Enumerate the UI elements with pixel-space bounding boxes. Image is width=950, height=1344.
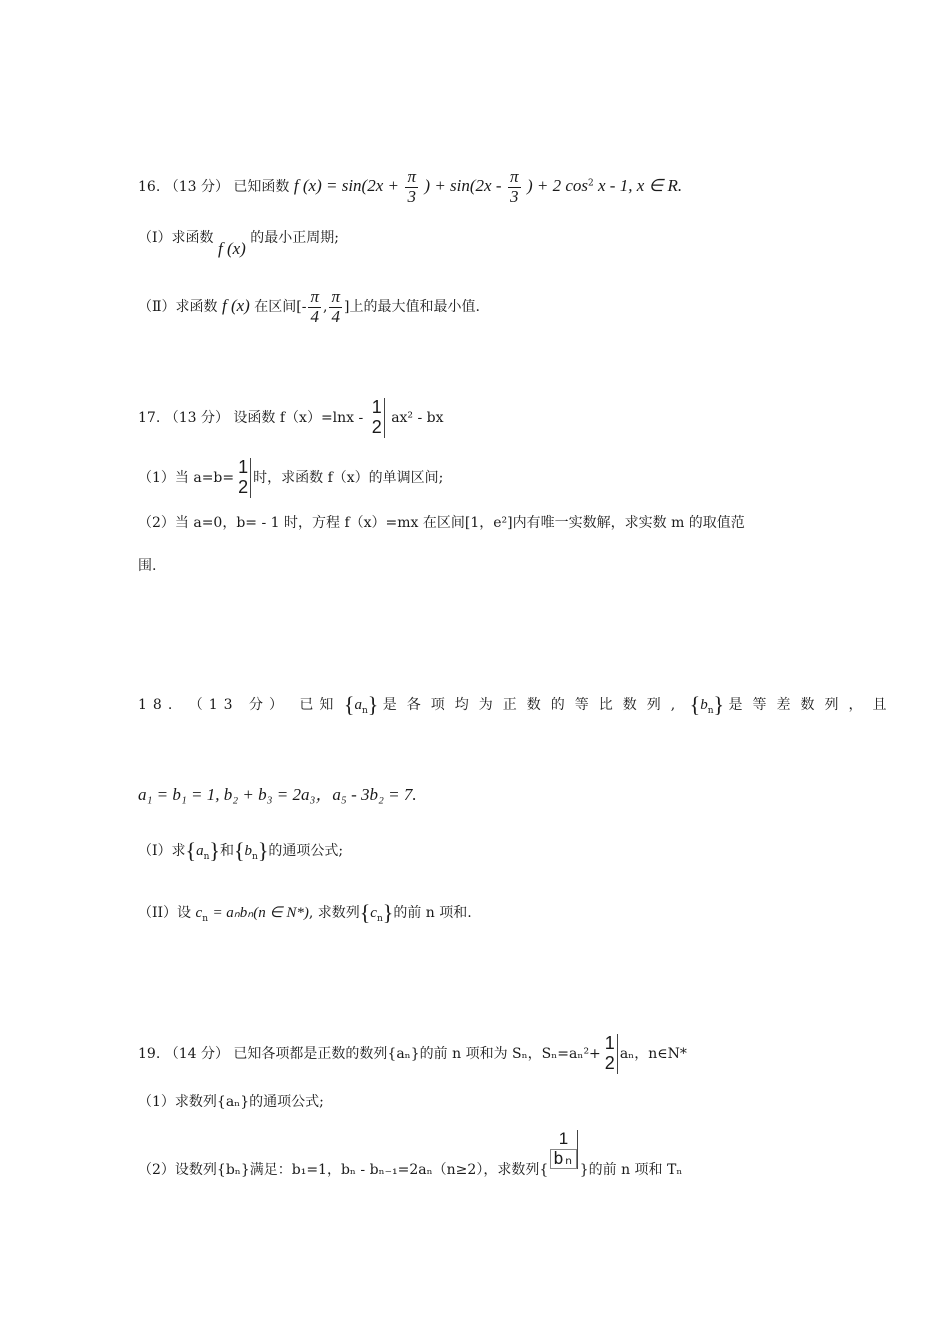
q19-line <box>138 1034 687 1074</box>
q18-p2-cn-open-brace: { <box>359 900 371 925</box>
q18-part1 <box>138 840 343 862</box>
q18-p1-b: 和 <box>219 843 234 859</box>
q16-formula-a: f (x) = sin(2x + <box>293 176 399 196</box>
q18-mid: 是各项均为正数的等比数列, <box>382 697 686 713</box>
q18-p2-cn-sub: n <box>202 913 208 924</box>
q17-line <box>138 398 444 438</box>
q18-head: 18. （13 分） 已知 <box>138 697 340 713</box>
q17-p1-b: 时，求函数 f（x）的单调区间; <box>253 469 444 486</box>
q16-frac-pi-3b: $\frac{\pi}{3}$ <box>509 167 519 206</box>
q17-head: 17. （13 分） 设函数 f（x）=lnx - <box>138 409 364 426</box>
q18-p2-a: （II）设 <box>138 905 192 921</box>
q16-part1-b: 的最小正周期; <box>250 230 339 246</box>
q19-p2-a: （2）设数列{bₙ}满足：b₁=1，bₙ - bₙ₋₁=2aₙ（n≥2），求数列{ <box>138 1161 549 1178</box>
q18-p1-an-symbol: a <box>196 843 204 859</box>
q16-part2-c: ]上的最大值和最小值. <box>343 299 480 316</box>
q16-formula-c: ) + 2 cos <box>526 176 588 196</box>
q18-p1-an-open-brace: { <box>185 838 197 863</box>
q19-part2 <box>138 1129 683 1178</box>
q16-formula-b: ) + sin(2x - <box>424 176 502 196</box>
q18-bn-sub: n <box>707 705 714 716</box>
q18-bn-open-brace: { <box>689 692 701 717</box>
q18-p2-c: 的前 n 项和. <box>393 905 472 921</box>
q16-part1-a: （Ⅰ）求函数 <box>138 230 214 246</box>
q18-p2-cn-close-brace: } <box>382 900 394 925</box>
q18-p1-a: （I）求 <box>138 843 186 859</box>
q16-square: 2 <box>588 178 594 189</box>
q16-frac-pi-4b: $\frac{\pi}{4}$ <box>331 287 340 326</box>
q18-p1-bn-symbol: b <box>244 843 253 859</box>
q17-part2-cont <box>138 559 156 573</box>
q18-tail: 是等差数列，且 <box>728 697 897 713</box>
q16-part1 <box>138 228 339 258</box>
q16-part2-b: 在区间[- <box>254 299 307 316</box>
q16-head: 16. （13 分） 已知函数 <box>138 179 290 196</box>
q19-part1 <box>138 1095 324 1109</box>
q16-comma: , <box>323 299 328 316</box>
q17-p1-frac-half: 1 2 <box>236 458 251 498</box>
q16-formula-d: x - 1, x ∈ R. <box>593 176 683 196</box>
q18-p2-cn-symbol-2: c <box>370 905 377 921</box>
q18-p2-b: , 求数列 <box>308 905 360 921</box>
q18-p1-bn-open-brace: { <box>233 838 245 863</box>
q18-p1-an-sub: n <box>203 851 210 862</box>
q17-frac-half: 1 2 <box>370 398 385 438</box>
q19-tail: aₙ，n∈N* <box>619 1045 687 1062</box>
q18-p2-formula: = aₙbₙ(n ∈ N*) <box>212 905 309 921</box>
q18-p1-bn-sub: n <box>252 851 258 862</box>
q19-frac-1-bn: $\frac{1}{\text{bₙ}}$ <box>550 1130 577 1169</box>
q18-p1-an-close-brace: } <box>209 838 220 863</box>
q16-part2-a: （Ⅱ）求函数 <box>138 299 218 316</box>
q18-p1-bn-close-brace: } <box>257 838 269 863</box>
q18-p2-cn-sub-2: n <box>376 913 383 924</box>
q18-line <box>138 694 897 716</box>
q18-cond-text: a₁ = b₁ = 1, b₂ + b₃ = 2a₃，a₅ - 3b₂ = 7. <box>138 785 417 804</box>
q16-fx: f (x) <box>217 239 246 258</box>
q19-frac-half: 1 2 <box>603 1034 618 1074</box>
q16-fx-2: f (x) <box>221 296 250 316</box>
q19-head: 19. （14 分） 已知各项都是正数的数列{aₙ}的前 n 项和为 Sₙ，Sₙ=aₙ²+ <box>138 1045 601 1062</box>
q17-tail: ax² - bx <box>391 409 444 426</box>
q17-p2: （2）当 a=0，b= - 1 时，方程 f（x）=mx 在区间[1，e²]内有唯一实数解，求实数 m 的取值范 <box>138 515 745 531</box>
q16-frac-pi-4a: $\frac{\pi}{4}$ <box>310 287 319 326</box>
q18-bn-symbol: b <box>700 697 708 713</box>
q18-an-symbol: a <box>354 697 362 713</box>
q17-p2-cont: 围. <box>138 558 157 574</box>
q18-cond <box>138 786 417 803</box>
q19-p1: （1）求数列{aₙ}的通项公式; <box>138 1094 324 1110</box>
q17-p1-a: （1）当 a=b= <box>138 469 235 486</box>
q17-part1 <box>138 458 443 498</box>
q18-part2 <box>138 902 472 924</box>
q18-bn-close-brace: } <box>713 692 725 717</box>
q18-p2-cn-symbol: c <box>195 905 203 921</box>
q19-p2-b: }的前 n 项和 Tₙ <box>579 1161 683 1178</box>
q18-an-sub: n <box>361 705 368 716</box>
q16-line <box>138 168 682 206</box>
q18-an-open-brace: { <box>343 692 355 717</box>
q18-an-close-brace: } <box>367 692 379 717</box>
q18-p1-c: 的通项公式; <box>268 843 344 859</box>
q16-part2 <box>138 288 480 326</box>
q16-frac-pi-3a: $\frac{\pi}{3}$ <box>407 167 416 206</box>
q17-part2 <box>138 516 745 530</box>
